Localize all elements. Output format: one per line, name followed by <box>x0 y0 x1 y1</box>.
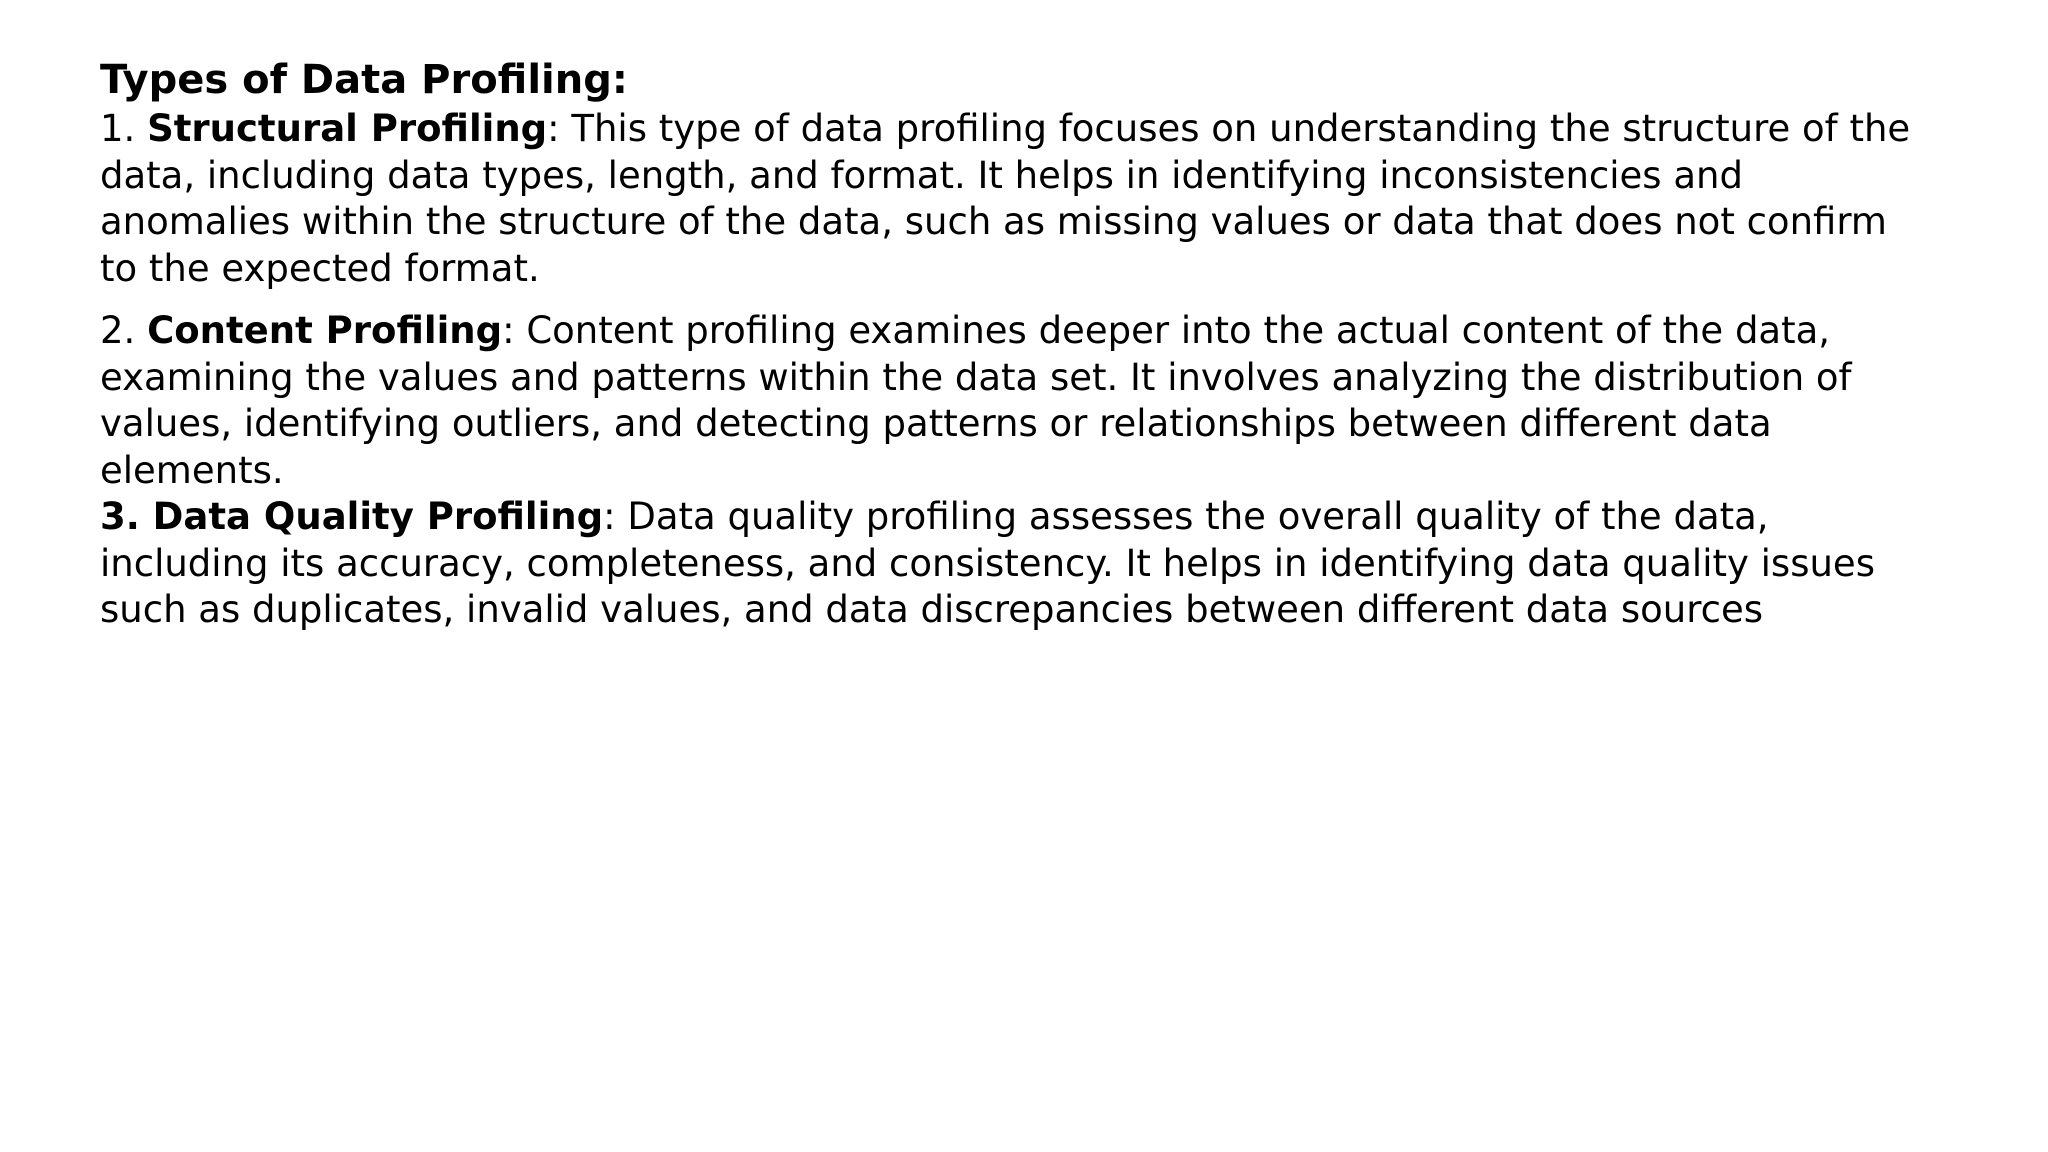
item-number: 2. <box>100 309 148 352</box>
item-title: Structural Profiling <box>147 107 548 150</box>
slide-content <box>100 54 1920 634</box>
item-body: : This type of data profiling focuses on understanding the structure of the data, including data types, length, and format. It helps in identifying inconsistencies and anomalies within the structure of the data, such as missing values or data that does not confirm to the expected format. <box>100 107 1911 290</box>
paragraph-structural-profiling <box>100 106 1920 292</box>
slide-heading: Types of Data Profiling: <box>100 57 628 103</box>
paragraph-content-profiling <box>100 308 1920 494</box>
item-number: 1. <box>100 107 148 150</box>
item-body: : Content profiling examines deeper into the actual content of the data, examining the values and patterns within the data set. It involves analyzing the distribution of values, identifying outliers, and detecting patterns or relationships between different data elements. <box>100 309 1852 492</box>
item-title: Content Profiling <box>147 309 503 352</box>
item-title: 3. Data Quality Profiling <box>100 495 604 538</box>
item-body: : Data quality profiling assesses the overall quality of the data, including its accuracy, completeness, and consistency. It helps in identifying data quality issues such as duplicates, invalid values, and data discrepancies between different data sources <box>100 495 1875 631</box>
paragraph-data-quality-profiling <box>100 494 1920 634</box>
